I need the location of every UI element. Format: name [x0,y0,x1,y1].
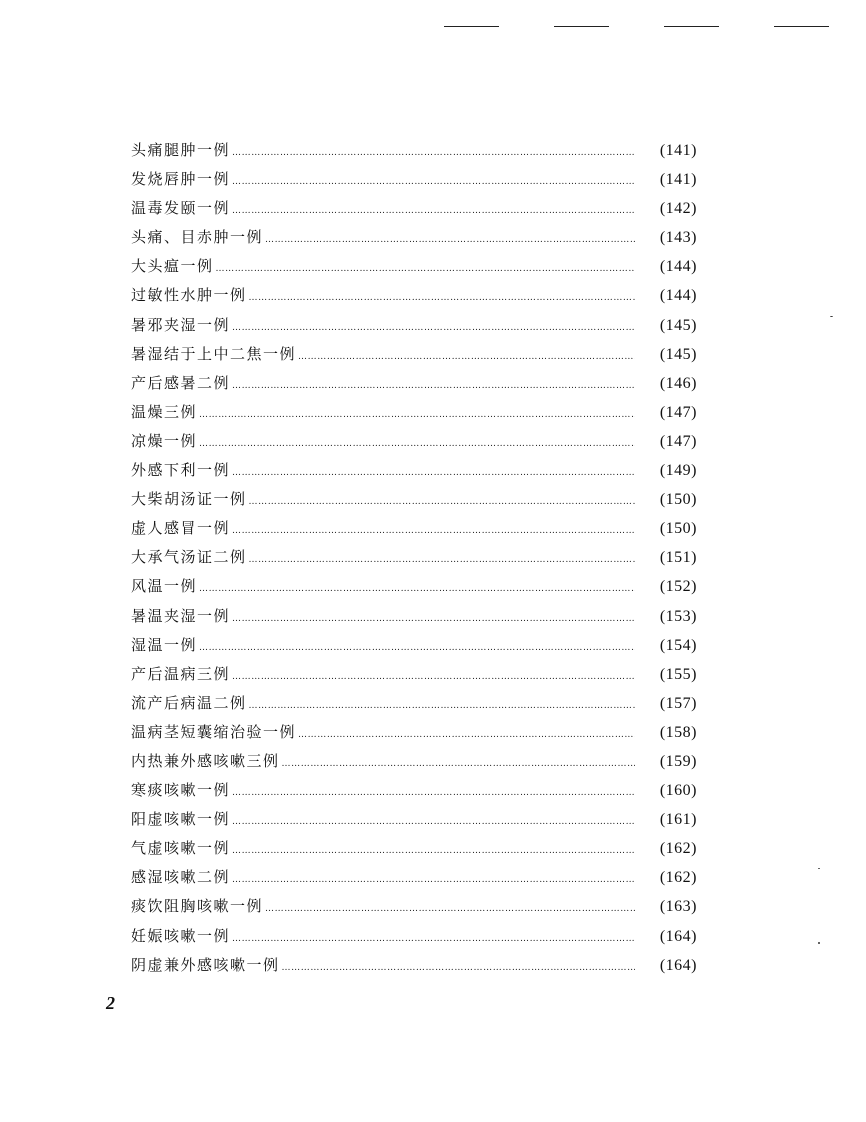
toc-entry-page: (162) [659,840,697,858]
toc-entry-page: (145) [659,345,697,363]
toc-entry [131,892,697,921]
toc-dot-leader [232,866,635,895]
toc-entry-page: (141) [659,142,697,159]
header-rule-2 [554,26,609,27]
toc-entry-page: (152) [659,578,697,596]
toc-entry-title: 暑邪夹湿一例 [131,315,231,334]
toc-entry-page: (158) [659,723,697,741]
toc-entry-page: (164) [659,956,697,974]
toc-entry-title: 内热兼外感咳嗽三例 [131,751,280,770]
toc-entry-page: (144) [659,258,697,276]
scan-speck [818,868,820,869]
toc-entry [131,369,697,398]
toc-entry [131,747,697,776]
toc-entry-title: 发烧唇肿一例 [131,170,231,189]
toc-entry [131,340,697,369]
toc-entry-title: 气虚咳嗽一例 [131,839,231,858]
toc-entry-title: 湿温一例 [131,635,198,654]
header-rule-4 [774,26,829,27]
toc-entry [131,922,697,951]
toc-dot-leader [298,721,635,750]
toc-entry-title: 大头瘟一例 [131,257,214,276]
toc-entry [131,660,697,689]
toc-entry-page: (155) [659,665,697,683]
toc-entry-title: 头痛腿肿一例 [131,141,231,159]
toc-entry-page: (147) [659,403,697,421]
toc-dot-leader [232,197,635,226]
toc-entry-page: (150) [659,491,697,509]
toc-dot-leader [249,488,635,517]
toc-dot-leader [265,895,635,924]
toc-entry-title: 阳虚咳嗽一例 [131,810,231,829]
header-rule-3 [664,26,719,27]
toc-entry-title: 痰饮阻胸咳嗽一例 [131,897,264,916]
toc-dot-leader [249,284,635,313]
toc-entry-title: 产后感暑二例 [131,373,231,392]
toc-entry [131,602,697,631]
toc-entry [131,951,697,980]
toc-entry-page: (146) [659,374,697,392]
toc-entry-page: (159) [659,752,697,770]
toc-entry [131,572,697,601]
toc-dot-leader [282,750,635,779]
toc-dot-leader [249,692,635,721]
toc-entry [131,223,697,252]
page-number: 2 [106,993,115,1013]
toc-dot-leader [232,925,635,954]
toc-dot-leader [232,517,635,546]
toc-entry [131,311,697,340]
toc-entry-page: (151) [659,549,697,567]
table-of-contents [131,136,697,980]
toc-entry-title: 阴虚兼外感咳嗽一例 [131,955,280,974]
toc-entry-title: 大柴胡汤证一例 [131,490,247,509]
toc-entry [131,863,697,892]
toc-entry-page: (142) [659,200,697,218]
toc-entry-page: (143) [659,229,697,247]
toc-entry [131,194,697,223]
toc-entry-title: 风温一例 [131,577,198,596]
toc-entry [131,776,697,805]
toc-dot-leader [199,575,635,604]
toc-entry [131,456,697,485]
toc-dot-leader [249,546,635,575]
toc-dot-leader [265,226,635,255]
toc-entry-page: (141) [659,171,697,189]
toc-entry-page: (154) [659,636,697,654]
toc-entry-page: (163) [659,898,697,916]
toc-dot-leader [199,430,635,459]
toc-entry [131,834,697,863]
toc-entry-title: 大承气汤证二例 [131,548,247,567]
scan-speck [830,316,833,317]
toc-entry-page: (161) [659,811,697,829]
toc-dot-leader [199,634,635,663]
toc-entry-page: (162) [659,869,697,887]
toc-entry-page: (150) [659,520,697,538]
toc-dot-leader [232,808,635,837]
toc-entry-title: 温毒发颐一例 [131,199,231,218]
toc-entry [131,514,697,543]
toc-entry-page: (149) [659,462,697,480]
toc-dot-leader [232,459,635,488]
toc-entry-page: (164) [659,927,697,945]
toc-dot-leader [232,372,635,401]
toc-dot-leader [232,663,635,692]
toc-dot-leader [199,401,635,430]
toc-entry [131,398,697,427]
toc-dot-leader [232,605,635,634]
toc-entry [131,718,697,747]
toc-dot-leader [216,255,635,284]
toc-entry-title: 虚人感冒一例 [131,519,231,538]
toc-entry [131,252,697,281]
toc-entry [131,165,697,194]
toc-entry [131,427,697,456]
toc-entry-page: (144) [659,287,697,305]
toc-entry [131,689,697,718]
toc-entry [131,805,697,834]
toc-entry-title: 温病茎短囊缩治验一例 [131,722,297,741]
toc-entry-title: 暑湿结于上中二焦一例 [131,344,297,363]
toc-entry-title: 流产后病温二例 [131,693,247,712]
toc-dot-leader [282,954,635,983]
toc-entry-page: (160) [659,782,697,800]
toc-entry [131,281,697,310]
toc-entry-title: 妊娠咳嗽一例 [131,926,231,945]
toc-dot-leader [298,343,635,372]
scan-speck [818,942,820,944]
toc-entry [131,485,697,514]
toc-entry-title: 寒痰咳嗽一例 [131,781,231,800]
toc-entry [131,631,697,660]
toc-entry [131,543,697,572]
toc-entry-title: 过敏性水肿一例 [131,286,247,305]
toc-entry-title: 外感下利一例 [131,461,231,480]
toc-entry-title: 产后温病三例 [131,664,231,683]
toc-entry-title: 头痛、目赤肿一例 [131,228,264,247]
toc-entry-title: 暑温夹湿一例 [131,606,231,625]
header-rule-1 [444,26,499,27]
toc-entry-page: (157) [659,694,697,712]
toc-dot-leader [232,168,635,197]
toc-dot-leader [232,779,635,808]
toc-entry-title: 感湿咳嗽二例 [131,868,231,887]
toc-entry-page: (145) [659,316,697,334]
toc-dot-leader [232,139,635,168]
toc-entry-page: (153) [659,607,697,625]
toc-dot-leader [232,837,635,866]
toc-dot-leader [232,314,635,343]
toc-entry-page: (147) [659,432,697,450]
toc-entry [131,136,697,165]
toc-entry-title: 温燥三例 [131,402,198,421]
toc-entry-title: 凉燥一例 [131,431,198,450]
